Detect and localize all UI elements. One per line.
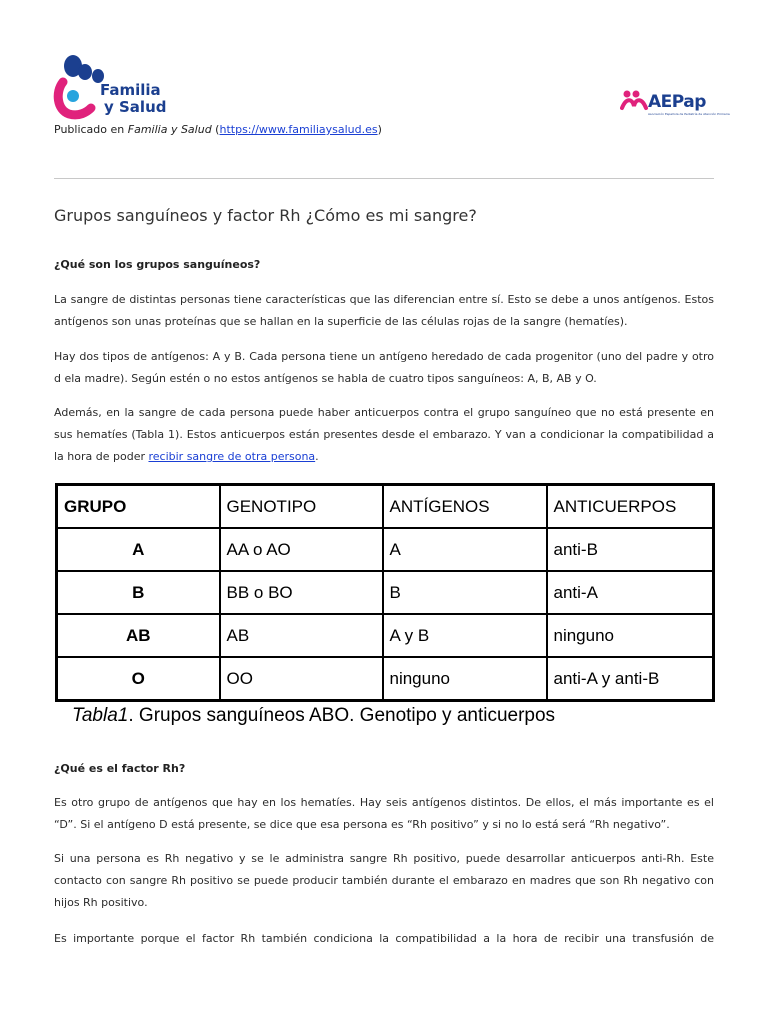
table-cell: A (383, 528, 547, 571)
table-cell: AA o AO (220, 528, 383, 571)
paragraph-4: Es otro grupo de antígenos que hay en los hematíes. Hay seis antígenos distintos. De ellos, el más importante es el “D”. Si el antígeno D está presente, se dice que esa persona es “Rh positivo” y si no lo está será “Rh negativo”. (54, 796, 714, 831)
table-cell: OO (220, 657, 383, 701)
paragraph-6: Es importante porque el factor Rh también condiciona la compatibilidad a la hora de recibir una transfusión de (54, 932, 714, 945)
table-cell: anti-A y anti-B (547, 657, 714, 701)
section-heading-blood-groups: ¿Qué son los grupos sanguíneos? (54, 258, 261, 271)
site-link[interactable]: https://www.familiaysalud.es (219, 123, 378, 136)
aepap-subtitle: Asociación Española de Pediatría de Atención Primaria (648, 112, 730, 116)
receive-blood-link[interactable]: recibir sangre de otra persona (148, 450, 316, 463)
table-cell: BB o BO (220, 571, 383, 614)
paragraph-3 (54, 402, 714, 468)
table-cell: A y B (383, 614, 547, 657)
section-heading-rh-factor: ¿Qué es el factor Rh? (54, 762, 186, 775)
table-header-cell: ANTICUERPOS (547, 485, 714, 529)
published-site: Familia y Salud (127, 123, 212, 136)
table-row (57, 657, 714, 701)
paragraph-3-end: . (315, 450, 319, 463)
paragraph-2: Hay dos tipos de antígenos: A y B. Cada persona tiene un antígeno heredado de cada progenitor (uno del padre y otro d ela madre). Según estén o no estos antígenos se habla de cuatro tipos sanguíneos: A, B, AB y O. (54, 350, 714, 385)
paragraph-5: Si una persona es Rh negativo y se le administra sangre Rh positivo, puede desarrollar anticuerpos anti-Rh. Este contacto con sangre Rh positivo se puede producir también durante el embarazo en madres que son Rh negativo con hijos Rh positivo. (54, 852, 714, 909)
table-cell-group: A (57, 528, 220, 571)
table-header-cell: ANTÍGENOS (383, 485, 547, 529)
table-cell: B (383, 571, 547, 614)
table-row (57, 614, 714, 657)
brand-name (100, 82, 166, 116)
paragraph-3-text: Además, en la sangre de cada persona puede haber anticuerpos contra el grupo sanguíneo que no está presente en sus hematíes (Tabla 1). Estos anticuerpos están presentes desde el embarazo. Y van a condicionar la compatibilidad a la hora de poder (54, 406, 714, 463)
published-prefix: Publicado en (54, 123, 128, 136)
table-cell-group: B (57, 571, 220, 614)
published-open: ( (211, 123, 220, 136)
table-cell: AB (220, 614, 383, 657)
article-title: Grupos sanguíneos y factor Rh ¿Cómo es mi sangre? (54, 206, 477, 225)
aepap-wordmark: AEPap (648, 92, 706, 112)
table-cell: anti-A (547, 571, 714, 614)
published-close: ) (377, 123, 382, 136)
table-row (57, 528, 714, 571)
table-cell: anti-B (547, 528, 714, 571)
divider (54, 178, 714, 179)
table-header-row (57, 485, 714, 529)
blood-groups-table (55, 483, 715, 702)
table-caption-rest: . Grupos sanguíneos ABO. Genotipo y anticuerpos (128, 705, 556, 726)
table-caption-lead: Tabla1 (72, 705, 129, 726)
table-caption (72, 705, 555, 727)
table-cell: ninguno (547, 614, 714, 657)
table-cell: ninguno (383, 657, 547, 701)
table-header-cell: GRUPO (57, 485, 220, 529)
table-header-cell: GENOTIPO (220, 485, 383, 529)
table-cell-group: O (57, 657, 220, 701)
table-cell-group: AB (57, 614, 220, 657)
brand-line-2: y Salud (104, 98, 167, 116)
table-row (57, 571, 714, 614)
published-line (54, 123, 382, 136)
brand-line-1: Familia (100, 81, 161, 99)
paragraph-1: La sangre de distintas personas tiene características que las diferencian entre sí. Esto se debe a unos antígenos. Estos antígenos son unas proteínas que se hallan en la superficie de las células rojas de la sangre (hematíes). (54, 293, 714, 328)
